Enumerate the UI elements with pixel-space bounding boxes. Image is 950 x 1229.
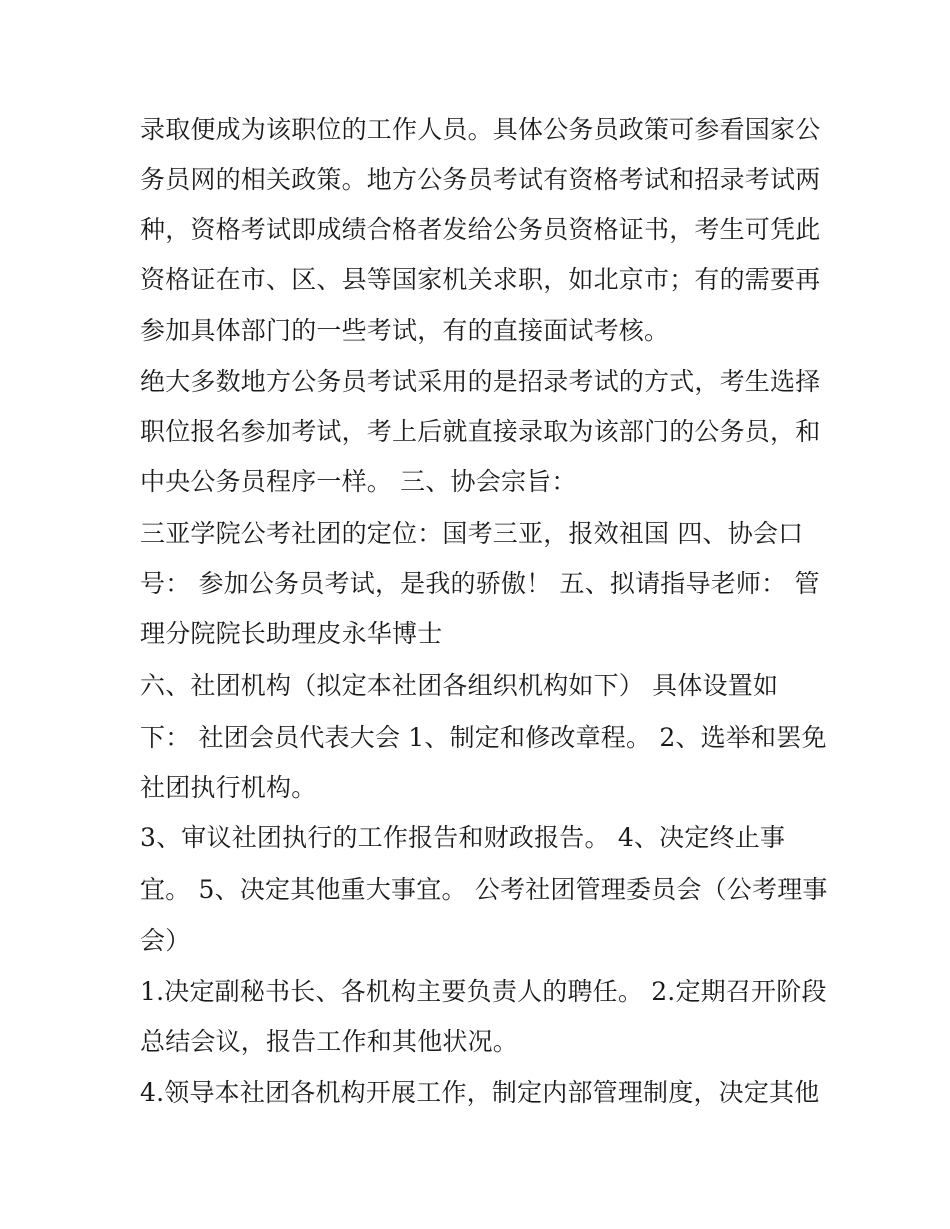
text-line: 录取便成为该职位的工作人员。具体公务员政策可参看国家公 bbox=[140, 115, 821, 144]
text-line: 职位报名参加考试，考上后就直接录取为该部门的公务员，和 bbox=[140, 417, 821, 446]
text-line: 宜。 5、决定其他重大事宜。 公考社团管理委员会（公考理事 bbox=[140, 875, 828, 904]
text-line: 3、审议社团执行的工作报告和财政报告。 4、决定终止事 bbox=[140, 823, 786, 852]
text-line: 种，资格考试即成绩合格者发给公务员资格证书，考生可凭此 bbox=[140, 215, 821, 244]
text-line: 下： 社团会员代表大会 1、制定和修改章程。 2、选举和罢免 bbox=[140, 723, 827, 752]
text-line: 号： 参加公务员考试，是我的骄傲！ 五、拟请指导老师： 管 bbox=[140, 569, 820, 598]
text-line: 中央公务员程序一样。 三、协会宗旨： bbox=[140, 467, 577, 496]
text-line: 参加具体部门的一些考试，有的直接面试考核。 bbox=[140, 316, 670, 345]
text-line: 三亚学院公考社团的定位：国考三亚，报效祖国 四、协会口 bbox=[140, 519, 804, 548]
text-line: 务员网的相关政策。地方公务员考试有资格考试和招录考试两 bbox=[140, 165, 821, 194]
text-line: 绝大多数地方公务员考试采用的是招录考试的方式，考生选择 bbox=[140, 367, 821, 396]
text-line: 资格证在市、区、县等国家机关求职，如北京市；有的需要再 bbox=[140, 265, 821, 294]
text-line: 1.决定副秘书长、各机构主要负责人的聘任。 2.定期召开阶段 bbox=[140, 977, 827, 1006]
text-line: 4.领导本社团各机构开展工作，制定内部管理制度，决定其他 bbox=[140, 1078, 820, 1107]
text-line: 六、社团机构（拟定本社团各组织机构如下） 具体设置如 bbox=[140, 671, 779, 700]
text-line: 社团执行机构。 bbox=[140, 773, 317, 802]
text-line: 理分院院长助理皮永华博士 bbox=[140, 619, 443, 648]
text-line: 总结会议，报告工作和其他状况。 bbox=[140, 1027, 519, 1056]
text-line: 会） bbox=[140, 926, 191, 955]
